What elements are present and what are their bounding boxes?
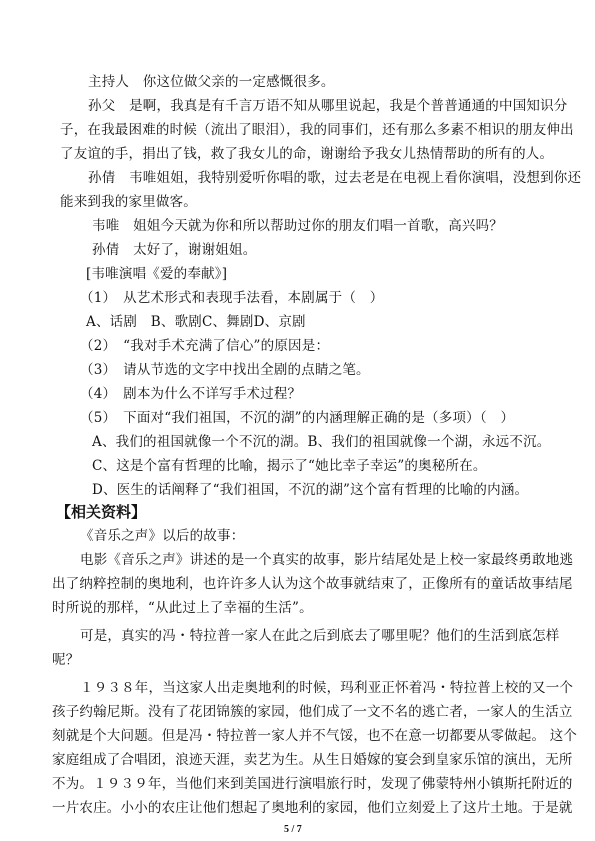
reference-line: 时所说的那样，“从此过上了幸福的生活”。 <box>52 600 313 616</box>
dialogue-line: 孙倩 太好了，谢谢姐姐。 <box>92 242 257 258</box>
dialogue-line: 孙父 是啊，我真是有千言万语不知从哪里说起，我是个普普通通的中国知识分 <box>88 98 568 114</box>
reference-line: 刻就是个大问题。但是冯・特拉普一家人并不气馁，也不在意一切都要从零做起。 这个 <box>52 728 578 744</box>
question-item: （1） 从艺术形式和表现手法看，本剧属于（ ） <box>80 290 384 306</box>
section-heading: 【相关资料】 <box>56 503 147 521</box>
dialogue-line: 能来到我的家里做客。 <box>60 194 197 210</box>
question-options: A、话剧 B、歌剧C、舞剧D、京剧 <box>86 314 306 330</box>
dialogue-line: 子，在我最困难的时候（流出了眼泪），我的同事们，还有那么多素不相识的朋友伸出 <box>60 122 574 138</box>
page-number: 5 / 7 <box>284 824 302 835</box>
reference-line: 电影《音乐之声》讲述的是一个真实的故事，影片结尾处是上校一家最终勇敢地逃 <box>80 552 574 568</box>
reference-line: 一片农庄。小小的农庄让他们想起了奥地利的家园，他们立刻爱上了这片土地。于是就 <box>52 800 573 816</box>
question-options: A、我们的祖国就像一个不沉的湖。B、我们的祖国就像一个湖，永远不沉。 <box>92 434 551 450</box>
dialogue-line: 了友谊的手，捐出了钱，救了我女儿的命，谢谢给予我女儿热情帮助的所有的人。 <box>60 146 554 162</box>
reference-line: 可是，真实的冯・特拉普一家人在此之后到底去了哪里呢？他们的生活到底怎样 <box>80 628 560 644</box>
question-item: （3） 请从节选的文字中找出全剧的点睛之笔。 <box>80 362 370 378</box>
question-options: D、医生的话阐释了“我们祖国，不沉的湖”这个富有哲理的比喻的内涵。 <box>92 482 529 498</box>
reference-line: 不为。１９３９年，当他们来到美国进行演唱旅行时，发现了佛蒙特州小镇斯托附近的 <box>52 776 573 792</box>
reference-line: 孩子约翰尼斯。没有了花团锦簇的家园，他们成了一文不名的逃亡者，一家人的生活立 <box>52 704 573 720</box>
question-item: （2） “我对手术充满了信心”的原因是： <box>80 338 330 354</box>
reference-line: 出了纳粹控制的奥地利，也许许多人认为这个故事就结束了，正像所有的童话故事结尾 <box>52 576 573 592</box>
dialogue-line: 主持人 你这位做父亲的一定感慨很多。 <box>88 74 335 90</box>
dialogue-line: 韦唯 姐姐今天就为你和所以帮助过你的朋友们唱一首歌，高兴吗？ <box>92 218 503 234</box>
question-item: （5） 下面对“我们祖国，不沉的湖”的内涵理解正确的是（多项）（ ） <box>80 410 515 426</box>
dialogue-line: 孙倩 韦唯姐姐，我特别爱听你唱的歌，过去老是在电视上看你演唱，没想到你还 <box>88 170 582 186</box>
reference-line: １９３８年，当这家人出走奥地利的时候，玛利亚正怀着冯・特拉普上校的又一个 <box>80 680 574 696</box>
reference-title: 《音乐之声》以后的故事： <box>80 528 245 544</box>
question-item: （4） 剧本为什么不详写手术过程？ <box>80 386 302 402</box>
reference-line: 家庭组成了合唱团，浪迹天涯，卖艺为生。从生日婚嫁的宴会到皇家乐馆的演出，无所 <box>52 752 573 768</box>
reference-line: 呢？ <box>52 652 80 668</box>
question-options: C、这是个富有哲理的比喻，揭示了“她比幸子幸运”的奥秘所在。 <box>92 458 487 474</box>
stage-direction: [韦唯演唱《爱的奉献》] <box>86 266 228 282</box>
